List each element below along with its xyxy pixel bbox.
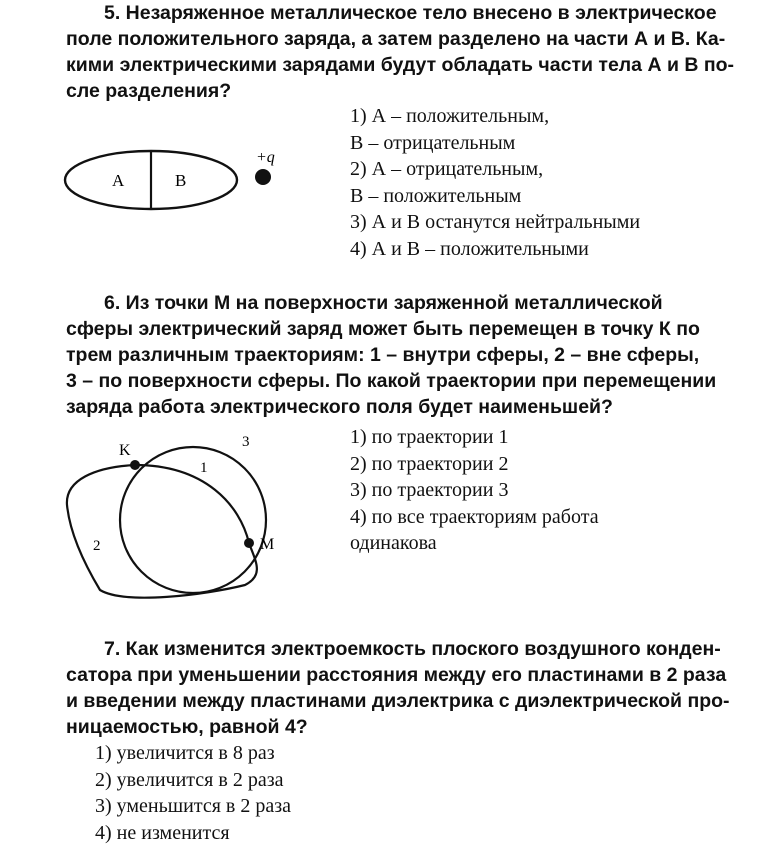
point-m-label: M <box>260 536 275 553</box>
question-7-options <box>95 740 291 846</box>
charge-label: +q <box>256 149 275 166</box>
part-a-label: A <box>112 171 125 190</box>
question-7-line: ницаемостью, равной 4? <box>66 716 308 738</box>
trajectory-2-path <box>67 465 257 598</box>
question-5-options <box>350 103 640 262</box>
sphere-circle <box>120 447 266 593</box>
q5-figure <box>60 140 290 220</box>
question-5-line: поле положительного заряда, а затем разделено на части А и В. Ка- <box>66 28 726 50</box>
question-5-line: 5. Незаряженное металлическое тело внесено в электрическое <box>104 2 717 24</box>
question-6-line: 6. Из точки М на поверхности заряженной металлической <box>104 292 663 314</box>
question-5-line: кими электрическими зарядами будут обладать части тела А и В по- <box>66 54 735 76</box>
point-k-label: K <box>119 442 131 459</box>
question-6-line: трем различным траекториям: 1 – внутри сферы, 2 – вне сферы, <box>66 344 700 366</box>
question-5-line: сле разделения? <box>66 80 232 102</box>
option[interactable]: 2) А – отрицательным, <box>350 158 544 180</box>
option-continuation: одинакова <box>350 532 437 554</box>
question-6-line: 3 – по поверхности сферы. По какой траектории при перемещении <box>66 370 717 392</box>
option-continuation: В – положительным <box>350 184 522 207</box>
trajectory-1-label: 1 <box>200 460 208 476</box>
option[interactable]: 1) по траектории 1 <box>350 426 509 448</box>
option[interactable]: 1) А – положительным, <box>350 105 550 127</box>
question-7-text <box>66 636 730 740</box>
trajectory-3-label: 3 <box>242 434 250 450</box>
q6-figure <box>55 425 295 625</box>
point-k-dot <box>130 460 140 470</box>
question-7-line: сатора при уменьшении расстояния между его пластинами в 2 раза <box>66 664 727 686</box>
option[interactable]: 3) по траектории 3 <box>350 479 509 501</box>
option[interactable]: 3) уменьшится в 2 раза <box>95 795 292 817</box>
trajectory-1-path <box>135 465 249 543</box>
point-m-dot <box>244 538 254 548</box>
question-6-line: сферы электрический заряд может быть перемещен в точку К по <box>66 318 700 340</box>
option[interactable]: 4) А и В – положительными <box>350 237 589 260</box>
trajectory-2-label: 2 <box>93 538 101 554</box>
option-continuation: В – отрицательным <box>350 131 516 154</box>
option[interactable]: 4) не изменится <box>95 821 230 844</box>
option[interactable]: 2) увеличится в 2 раза <box>95 768 284 791</box>
option[interactable]: 1) увеличится в 8 раз <box>95 742 275 764</box>
question-7-line: и введении между пластинами диэлектрика с диэлектрической про- <box>66 690 730 712</box>
question-6-options <box>350 424 599 557</box>
option[interactable]: 4) по все траекториям работа <box>350 505 599 528</box>
part-b-label: B <box>175 171 187 190</box>
option[interactable]: 2) по траектории 2 <box>350 452 509 475</box>
question-6-line: заряда работа электрического поля будет наименьшей? <box>66 396 613 418</box>
question-6-text <box>66 290 717 420</box>
question-5-text <box>66 0 735 104</box>
option[interactable]: 3) А и В останутся нейтральными <box>350 211 641 233</box>
question-7-line: 7. Как изменится электроемкость плоского воздушного конден- <box>104 638 721 660</box>
charge-dot <box>255 169 271 185</box>
